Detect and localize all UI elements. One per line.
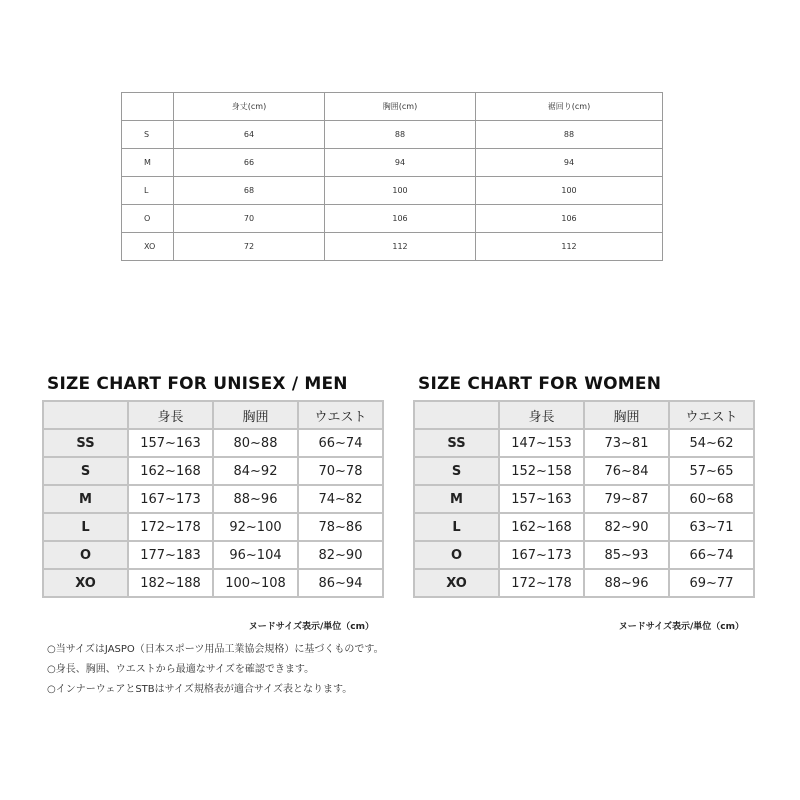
garment-header-row [122,93,663,121]
table-cell: 82~90 [298,541,383,569]
women-row [414,541,754,569]
table-cell: 162~168 [499,513,584,541]
garment-row [122,149,663,177]
column-header: 胸囲 [584,401,669,429]
women-header-row [414,401,754,429]
table-cell: 84~92 [213,457,298,485]
table-cell: 172~178 [499,569,584,597]
size-label: L [414,513,499,541]
table-cell: 106 [325,205,476,233]
column-header [414,401,499,429]
table-cell: 100 [325,177,476,205]
garment-size-table [121,92,663,261]
size-label: O [43,541,128,569]
table-cell: 57~65 [669,457,754,485]
size-label: S [414,457,499,485]
table-cell: 54~62 [669,429,754,457]
men-row [43,569,383,597]
table-cell: 72 [174,233,325,261]
size-label: SS [414,429,499,457]
column-header: 身丈(cm) [174,93,325,121]
note-item: ○インナーウェアとSTBはサイズ規格表が適合サイズ表となります。 [47,684,353,695]
table-cell: 68 [174,177,325,205]
men-unit-note: ヌードサイズ表示/単位（cm） [248,622,374,632]
column-header: 胸囲 [213,401,298,429]
women-row [414,513,754,541]
table-cell: 94 [476,149,663,177]
table-cell: 60~68 [669,485,754,513]
note-item: ○当サイズはJASPO（日本スポーツ用品工業協会規格）に基づくものです。 [47,644,384,655]
table-cell: 88 [476,121,663,149]
size-label: XO [414,569,499,597]
garment-row [122,177,663,205]
column-header: 身長 [128,401,213,429]
table-cell: 177~183 [128,541,213,569]
table-cell: 66~74 [298,429,383,457]
table-cell: 112 [476,233,663,261]
table-cell: 88~96 [213,485,298,513]
women-row [414,457,754,485]
size-label: XO [122,233,174,261]
table-cell: 94 [325,149,476,177]
table-cell: 172~178 [128,513,213,541]
table-cell: 167~173 [128,485,213,513]
table-cell: 162~168 [128,457,213,485]
size-label: L [122,177,174,205]
women-row [414,569,754,597]
size-label: O [122,205,174,233]
column-header: 胸囲(cm) [325,93,476,121]
women-row [414,485,754,513]
size-label: M [122,149,174,177]
column-header: ウエスト [669,401,754,429]
table-cell: 70~78 [298,457,383,485]
men-row [43,513,383,541]
men-row [43,457,383,485]
table-cell: 76~84 [584,457,669,485]
size-label: S [122,121,174,149]
men-header-row [43,401,383,429]
size-label: XO [43,569,128,597]
garment-row [122,121,663,149]
men-chart-title: SIZE CHART FOR UNISEX / MEN [47,374,348,394]
table-cell: 73~81 [584,429,669,457]
size-label: L [43,513,128,541]
table-cell: 100~108 [213,569,298,597]
table-cell: 167~173 [499,541,584,569]
table-cell: 64 [174,121,325,149]
table-cell: 106 [476,205,663,233]
table-cell: 80~88 [213,429,298,457]
men-row [43,541,383,569]
table-cell: 182~188 [128,569,213,597]
table-cell: 85~93 [584,541,669,569]
size-label: S [43,457,128,485]
column-header [43,401,128,429]
table-cell: 157~163 [128,429,213,457]
table-cell: 88~96 [584,569,669,597]
table-cell: 92~100 [213,513,298,541]
table-cell: 70 [174,205,325,233]
column-header: ウエスト [298,401,383,429]
garment-row [122,205,663,233]
table-cell: 86~94 [298,569,383,597]
table-cell: 74~82 [298,485,383,513]
table-cell: 96~104 [213,541,298,569]
men-size-chart [42,400,384,598]
size-notes [47,640,384,700]
garment-row [122,233,663,261]
column-header: 裾回り(cm) [476,93,663,121]
garment-table-body [122,93,663,261]
note-item: ○身長、胸囲、ウエストから最適なサイズを確認できます。 [47,664,315,675]
size-label: O [414,541,499,569]
table-cell: 147~153 [499,429,584,457]
women-size-chart [413,400,755,598]
women-chart-body [414,401,754,597]
size-label: M [43,485,128,513]
size-label: M [414,485,499,513]
table-cell: 152~158 [499,457,584,485]
table-cell: 69~77 [669,569,754,597]
women-row [414,429,754,457]
men-row [43,485,383,513]
table-cell: 78~86 [298,513,383,541]
table-cell: 112 [325,233,476,261]
table-cell: 88 [325,121,476,149]
men-row [43,429,383,457]
size-label: SS [43,429,128,457]
men-chart-body [43,401,383,597]
table-cell: 66~74 [669,541,754,569]
column-header [122,93,174,121]
table-cell: 79~87 [584,485,669,513]
women-unit-note: ヌードサイズ表示/単位（cm） [618,622,744,632]
table-cell: 157~163 [499,485,584,513]
table-cell: 63~71 [669,513,754,541]
table-cell: 66 [174,149,325,177]
table-cell: 82~90 [584,513,669,541]
women-chart-title: SIZE CHART FOR WOMEN [418,374,662,394]
column-header: 身長 [499,401,584,429]
table-cell: 100 [476,177,663,205]
